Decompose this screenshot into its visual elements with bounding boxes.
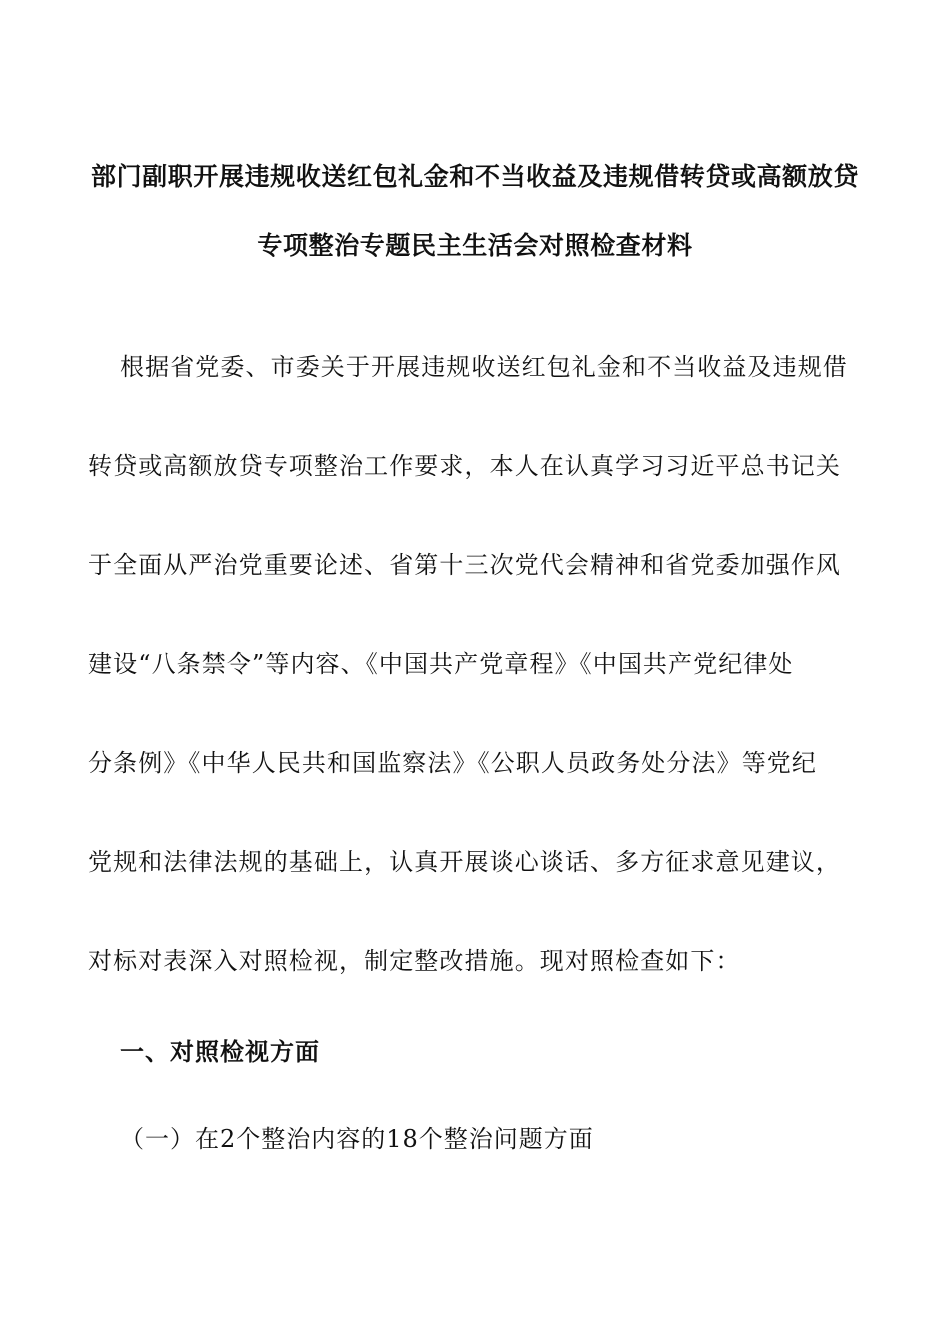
intro-paragraph-line-2: 转贷或高额放贷专项整治工作要求，本人在认真学习习近平总书记关	[88, 452, 841, 480]
intro-paragraph-line-6: 党规和法律法规的基础上，认真开展谈心谈话、多方征求意见建议，	[88, 848, 841, 876]
intro-paragraph-line-4: 建设“八条禁令”等内容、《中国共产党章程》《中国共产党纪律处	[88, 650, 794, 678]
subsection-heading: （一）在2个整治内容的18个整治问题方面	[120, 1125, 594, 1153]
intro-paragraph-line-3: 于全面从严治党重要论述、省第十三次党代会精神和省党委加强作风	[88, 551, 841, 579]
document-title-line-1: 部门副职开展违规收送红包礼金和不当收益及违规借转贷或高额放贷	[90, 162, 859, 191]
intro-paragraph-line-5: 分条例》《中华人民共和国监察法》《公职人员政务处分法》等党纪	[88, 749, 817, 777]
intro-paragraph-line-1: 根据省党委、市委关于开展违规收送红包礼金和不当收益及违规借	[120, 353, 848, 381]
intro-paragraph-line-7: 对标对表深入对照检视，制定整改措施。现对照检查如下：	[88, 947, 741, 975]
document-title-line-2: 专项整治专题民主生活会对照检查材料	[257, 231, 693, 260]
section-heading: 一、对照检视方面	[120, 1038, 320, 1066]
